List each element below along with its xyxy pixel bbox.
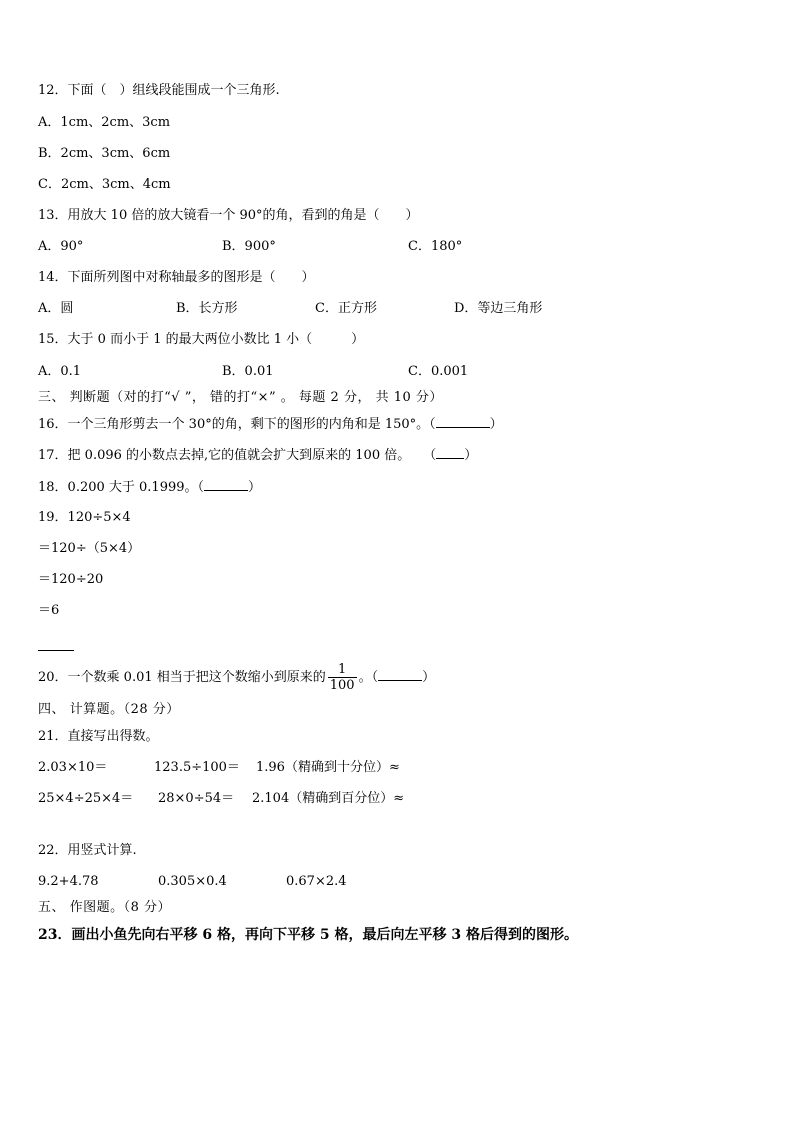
q22-item-1: 9.2+4.78 [38, 874, 99, 889]
q17-close: ） [464, 448, 478, 463]
q21-item-1: 2.03×10＝ [38, 760, 108, 775]
q21-item-5: 28×0÷54＝ [158, 791, 235, 806]
q15-option-b: B．0.01 [222, 364, 274, 379]
q12-option-a: A．1cm、2cm、3cm [38, 115, 171, 130]
q12-stem: 12．下面（ ）组线段能围成一个三角形. [38, 83, 280, 98]
q16-close: ） [489, 417, 503, 432]
q17-answer-blank[interactable] [436, 447, 464, 459]
q13-stem: 13．用放大 10 倍的放大镜看一个 90°的角，看到的角是（ ） [38, 208, 419, 223]
q18-close: ） [248, 480, 262, 495]
q14-option-c: C．正方形 [315, 301, 377, 316]
q20-answer-blank[interactable] [378, 669, 422, 681]
q21-item-4: 25×4÷25×4＝ [38, 791, 134, 806]
q13-option-c: C．180° [408, 239, 463, 254]
q19-line-3: ＝120÷20 [38, 572, 104, 587]
section-3-title: 三、 判断题（对的打“√ ”， 错的打“×” 。 每题 2 分， 共 10 分） [38, 390, 443, 405]
q20-fraction [328, 662, 357, 693]
q18-text: 18．0.200 大于 0.1999。（ [38, 480, 205, 495]
q19-answer-blank[interactable] [38, 650, 74, 651]
q15-option-c: C．0.001 [408, 364, 469, 379]
q15-option-a: A．0.1 [38, 364, 82, 379]
q22-item-3: 0.67×2.4 [286, 874, 347, 889]
q12-option-c: C．2cm、3cm、4cm [38, 177, 171, 192]
q14-option-b: B．长方形 [176, 301, 238, 316]
q22-item-2: 0.305×0.4 [158, 874, 227, 889]
q19-line-2: ＝120÷（5×4） [38, 541, 141, 556]
q21-stem: 21．直接写出得数。 [38, 729, 159, 744]
section-4-title: 四、 计算题。（28 分） [38, 702, 180, 717]
q15-stem: 15．大于 0 而小于 1 的最大两位小数比 1 小（ ） [38, 332, 365, 347]
q20-text: 20．一个数乘 0.01 相当于把这个数缩小到原来的 [38, 670, 326, 685]
q18-answer-blank[interactable] [204, 479, 248, 491]
q14-option-a: A．圆 [38, 301, 74, 316]
q17-line [38, 447, 477, 464]
q21-item-2: 123.5÷100＝ [154, 760, 240, 775]
q17-text: 17．把 0.096 的小数点去掉,它的值就会扩大到原来的 100 倍。 （ [38, 448, 437, 463]
q14-stem: 14．下面所列图中对称轴最多的图形是（ ） [38, 270, 315, 285]
fraction-denominator: 100 [329, 678, 355, 693]
fraction-numerator: 1 [338, 662, 347, 677]
q20-after: 。（ [358, 670, 379, 685]
q20-close: ） [422, 670, 436, 685]
section-5-title: 五、 作图题。（8 分） [38, 900, 172, 915]
q23-text: 23．画出小鱼先向右平移 6 格，再向下平移 5 格，最后向左平移 3 格后得到的图形。 [38, 927, 578, 943]
q16-answer-blank[interactable] [436, 416, 490, 428]
q19-line-4: ＝6 [38, 603, 60, 618]
q13-option-a: A．90° [38, 239, 84, 254]
q18-line [38, 479, 261, 496]
q21-item-6: 2.104（精确到百分位）≈ [252, 791, 405, 806]
q13-option-b: B．900° [222, 239, 276, 254]
q12-option-b: B．2cm、3cm、6cm [38, 146, 171, 161]
q20-line [38, 662, 435, 693]
q16-text: 16．一个三角形剪去一个 30°的角，剩下的图形的内角和是 150°。（ [38, 417, 436, 432]
q14-option-d: D．等边三角形 [454, 301, 543, 316]
q21-item-3: 1.96（精确到十分位）≈ [256, 760, 400, 775]
q16-line [38, 416, 503, 433]
q22-stem: 22．用竖式计算. [38, 843, 137, 858]
q19-line-1: 19．120÷5×4 [38, 510, 131, 525]
